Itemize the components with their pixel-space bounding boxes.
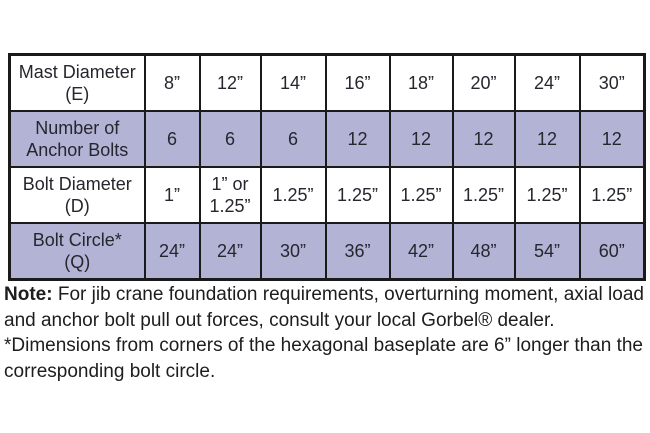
row-label-line1: Bolt Circle* [32, 230, 122, 250]
table-cell: 24” [200, 223, 261, 280]
table-cell: 1.25” [261, 167, 326, 223]
row-label-mast-diameter [10, 55, 145, 112]
table-cell: 1.25” [453, 167, 515, 223]
note-asterisk: *Dimensions from corners of the hexagonal baseplate are 6” longer than the corresponding bolt circle. [4, 335, 643, 382]
table-cell: 18” [390, 55, 453, 112]
table-cell: 12” [200, 55, 261, 112]
note-main [4, 282, 646, 333]
table-row-mast-diameter [10, 55, 645, 112]
table-cell: 54” [515, 223, 580, 280]
row-label-line1: Bolt Diameter [22, 174, 132, 194]
row-label-line2: (D) [64, 196, 90, 216]
row-label-bolt-circle [10, 223, 145, 280]
table-cell: 30” [261, 223, 326, 280]
row-label-bolt-diameter [10, 167, 145, 223]
table-cell: 12 [390, 111, 453, 167]
table-row-anchor-bolts [10, 111, 645, 167]
table-cell: 12 [326, 111, 390, 167]
table-cell: 12 [580, 111, 645, 167]
table-cell: 14” [261, 55, 326, 112]
table-cell: 6 [261, 111, 326, 167]
row-label-line2: (Q) [64, 252, 91, 272]
table-cell: 6 [200, 111, 261, 167]
row-label-line1: Number of [35, 118, 120, 138]
table-cell: 1” or 1.25” [200, 167, 261, 223]
table-cell: 30” [580, 55, 645, 112]
table-cell: 48” [453, 223, 515, 280]
spec-table [8, 53, 646, 281]
table-row-bolt-circle [10, 223, 645, 280]
row-label-line1: Mast Diameter [18, 62, 136, 82]
table-cell: 1.25” [326, 167, 390, 223]
row-label-anchor-bolts [10, 111, 145, 167]
table-cell: 12 [453, 111, 515, 167]
table-cell: 1.25” [580, 167, 645, 223]
table-cell: 8” [145, 55, 200, 112]
note-label: Note: [4, 284, 53, 305]
row-label-line2: (E) [65, 84, 90, 104]
table-cell: 24” [145, 223, 200, 280]
table-cell: 6 [145, 111, 200, 167]
table-cell: 12 [515, 111, 580, 167]
table-cell: 42” [390, 223, 453, 280]
table-cell: 36” [326, 223, 390, 280]
table-cell: 1.25” [390, 167, 453, 223]
table-cell: 1.25” [515, 167, 580, 223]
table-cell: 16” [326, 55, 390, 112]
row-label-line2: Anchor Bolts [26, 140, 129, 160]
table-row-bolt-diameter [10, 167, 645, 223]
table-cell: 24” [515, 55, 580, 112]
note-area [4, 282, 646, 384]
note-text: For jib crane foundation requirements, overturning moment, axial load and anchor bolt pull out forces, consult your local Gorbel® dealer. [4, 284, 644, 331]
table-cell: 20” [453, 55, 515, 112]
table-cell: 60” [580, 223, 645, 280]
table-cell: 1” [145, 167, 200, 223]
